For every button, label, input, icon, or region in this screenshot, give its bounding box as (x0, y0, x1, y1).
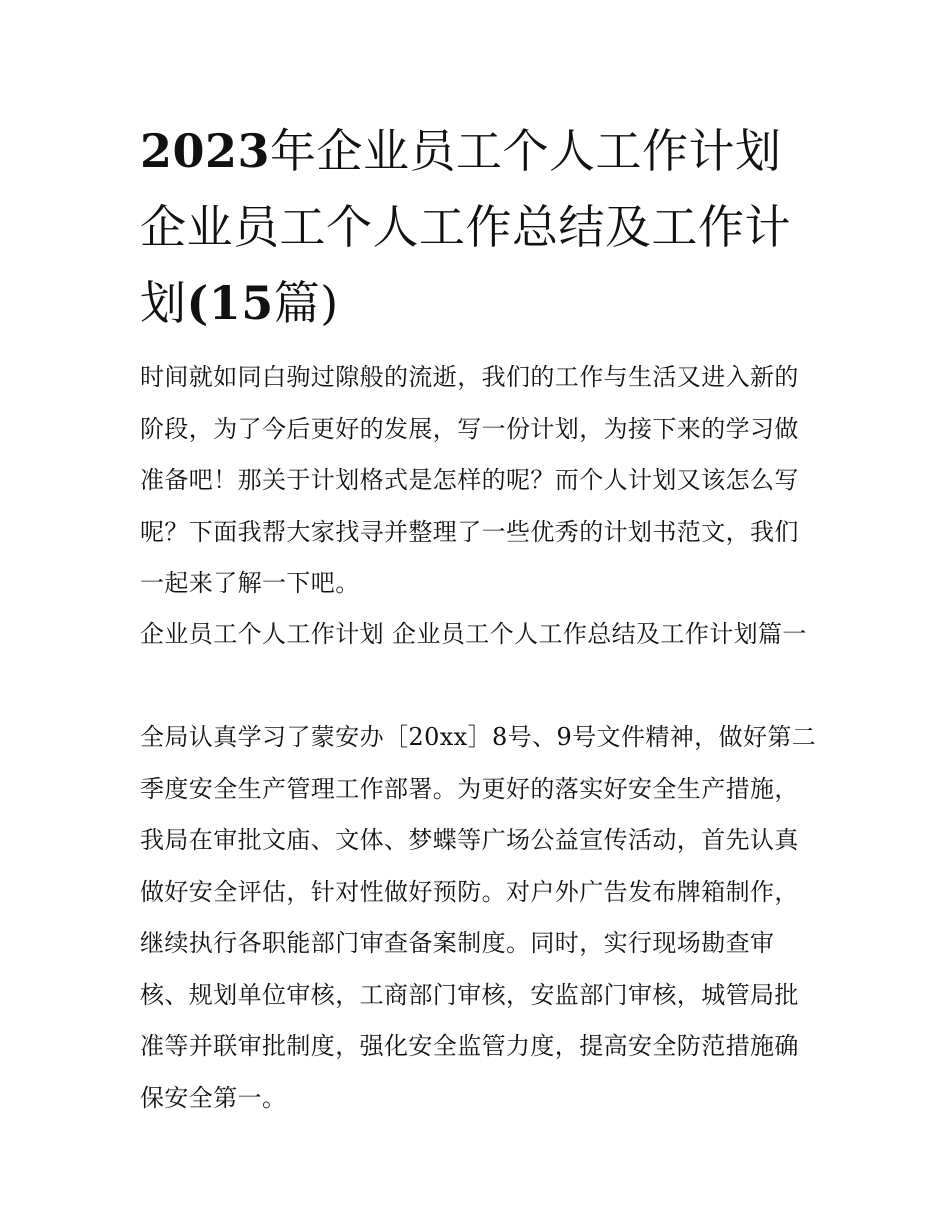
title-count: 15 (208, 276, 274, 330)
document-title (140, 113, 820, 341)
intro-paragraph: 时间就如同白驹过隙般的流逝，我们的工作与生活又进入新的阶段，为了今后更好的发展，写一份计划，为接下来的学习做准备吧！那关于计划格式是怎样的呢？而个人计划又该怎么写呢？下面我帮大家找寻并整理了一些优秀的计划书范文，我们一起来了解一下吧。 (140, 363, 799, 597)
title-year: 2023 (140, 124, 271, 178)
section-body-paragraph: 全局认真学习了蒙安办［20xx］8号、9号文件精神，做好第二季度安全生产管理工作部署。为更好的落实好安全生产措施，我局在审批文庙、文体、梦蝶等广场公益宣传活动，首先认真做好安全评估，针对性做好预防。对户外广告发布牌箱制作，继续执行各职能部门审查备案制度。同时，实行现场勘查审核、规划单位审核，工商部门审核，安监部门审核，城管局批准等并联审批制度，强化安全监管力度，提高安全防范措施确保安全第一。 (140, 723, 817, 1112)
title-paren-open: ( (186, 276, 209, 330)
title-main: 年企业员工个人工作计划企业员工个人工作总结及工作计划 (140, 124, 791, 330)
title-paren-suffix: 篇) (273, 276, 339, 330)
section-heading: 企业员工个人工作计划 企业员工个人工作总结及工作计划篇一 (140, 620, 807, 648)
